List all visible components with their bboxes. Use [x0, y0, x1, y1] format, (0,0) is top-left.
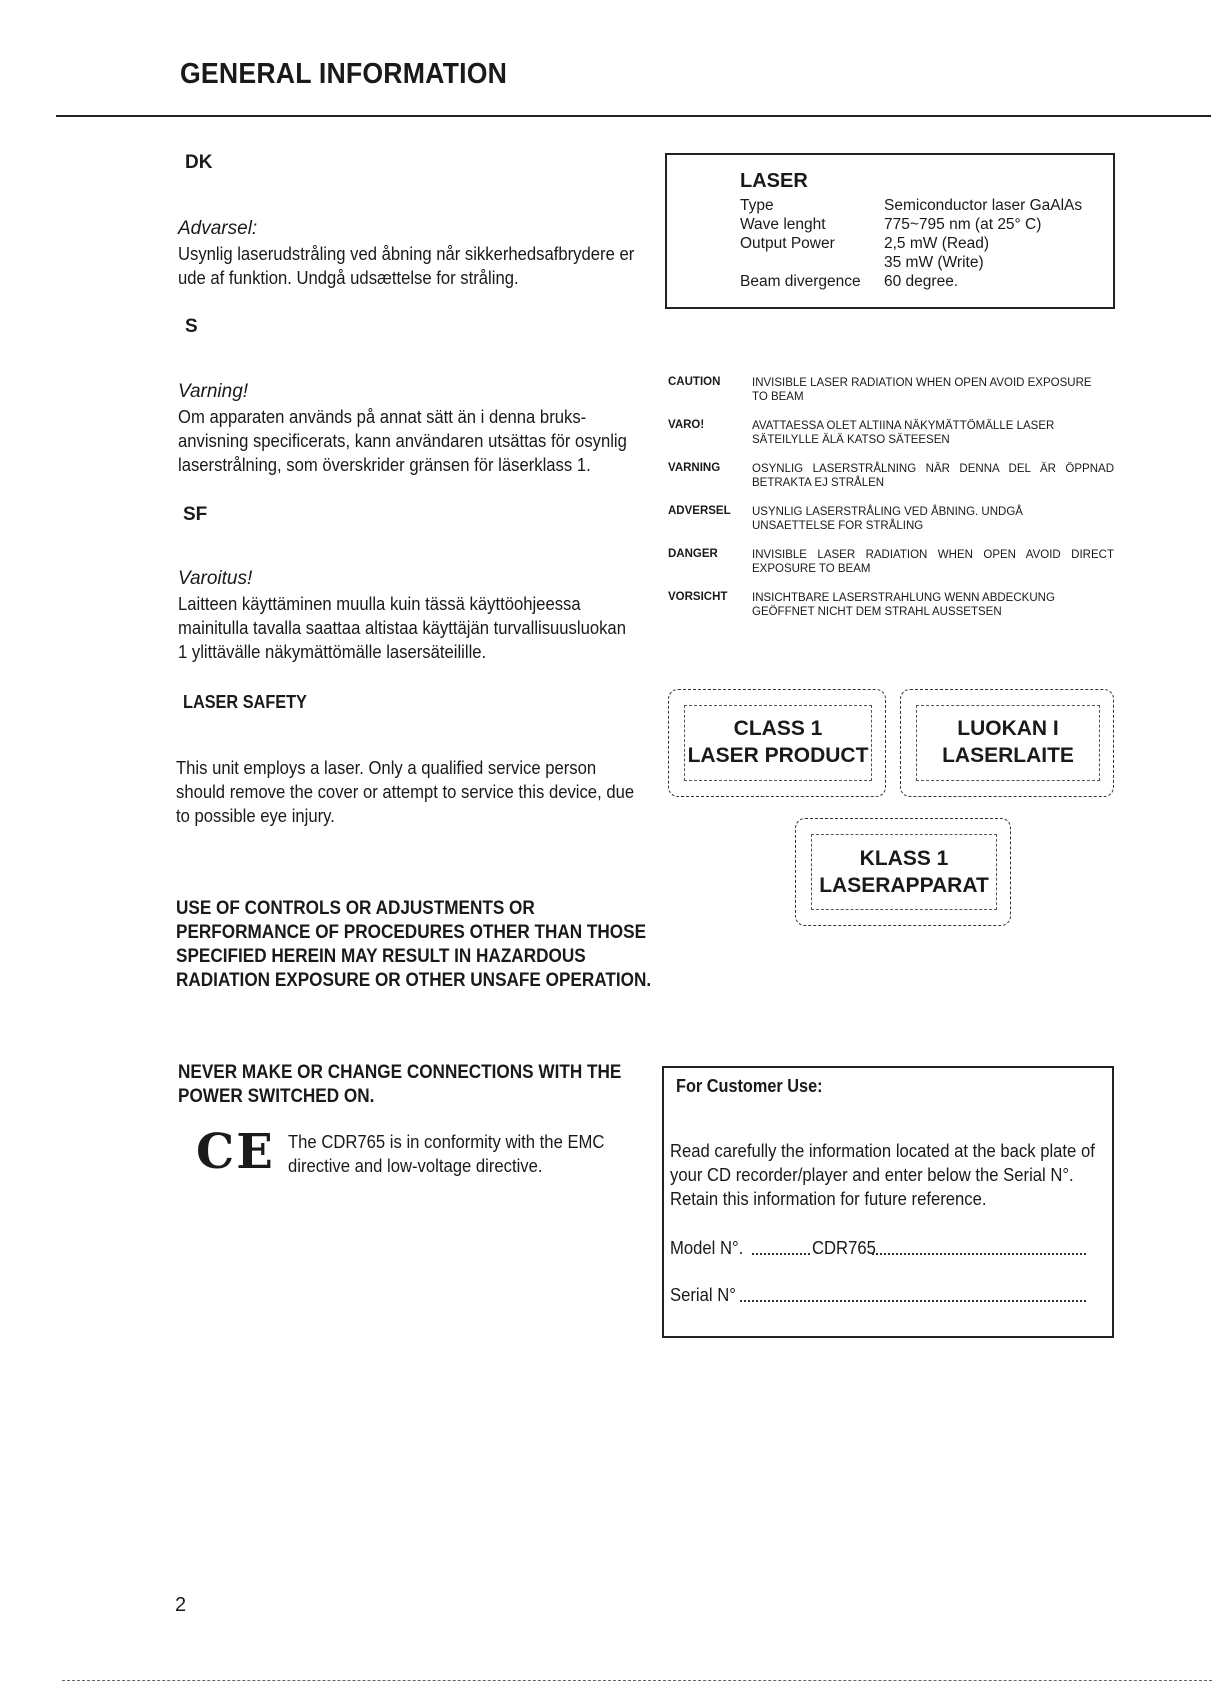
caution-text	[752, 505, 1114, 533]
model-dots	[752, 1253, 810, 1255]
label-line: CLASS 1	[733, 717, 823, 740]
spec-key: Beam divergence	[740, 273, 861, 290]
dk-label: Advarsel:	[178, 218, 258, 239]
bottom-divider	[62, 1680, 1212, 1681]
page-number: 2	[175, 1594, 187, 1616]
sf-label: Varoitus!	[178, 568, 253, 589]
caution-key: DANGER	[668, 548, 718, 560]
text-line: Om apparaten används på annat sätt än i denna bruks-	[178, 406, 587, 427]
ce-text	[288, 1130, 604, 1178]
label-line: LASERAPPARAT	[819, 874, 989, 897]
spec-value: Semiconductor laser GaAlAs	[884, 197, 1083, 214]
caution-text	[752, 376, 1114, 404]
text-line: This unit employs a laser. Only a qualified service person	[176, 757, 597, 778]
dk-text	[178, 242, 634, 290]
spec-key: Output Power	[740, 235, 835, 252]
caution-text	[752, 548, 1114, 576]
text-line: Retain this information for future reference.	[670, 1188, 987, 1209]
caution-text	[752, 591, 1114, 619]
text-line: 1 ylittävälle näkymättömälle lasersäteilille.	[178, 641, 487, 662]
text-line: GEÖFFNET NICHT DEM STRAHL AUSSETSEN	[752, 606, 1002, 618]
text-line: OSYNLIG LASERSTRÅLNING NÄR DENNA DEL ÄR ÖPPNAD	[752, 463, 1114, 475]
spec-key: Type	[740, 197, 774, 214]
text-line: ude af funktion. Undgå udsættelse for stråling.	[178, 267, 519, 288]
text-line: Laitteen käyttäminen muulla kuin tässä käyttöohjeessa	[178, 593, 581, 614]
text-line: Read carefully the information located at the back plate of	[670, 1140, 1095, 1161]
caution-key: VARNING	[668, 462, 721, 474]
laser-safety-text	[176, 756, 634, 828]
spec-value: 775~795 nm (at 25° C)	[884, 216, 1042, 233]
text-line: RADIATION EXPOSURE OR OTHER UNSAFE OPERATION.	[176, 969, 652, 991]
label-line: KLASS 1	[859, 847, 949, 870]
text-line: anvisning specificerats, kann användaren utsättas för osynlig	[178, 430, 627, 451]
text-line: POWER SWITCHED ON.	[178, 1085, 375, 1107]
text-line: NEVER MAKE OR CHANGE CONNECTIONS WITH THE	[178, 1061, 622, 1083]
connections-warning	[178, 1060, 621, 1108]
caution-text	[752, 462, 1114, 490]
caution-key: VORSICHT	[668, 591, 728, 603]
text-line: directive and low-voltage directive.	[288, 1155, 543, 1176]
spec-value: 2,5 mW (Read)	[884, 235, 990, 252]
model-dots	[872, 1253, 1086, 1255]
text-line: BETRAKTA EJ STRÅLEN	[752, 477, 885, 489]
model-label: Model N°.	[670, 1237, 744, 1258]
text-line: USYNLIG LASERSTRÅLING VED ÅBNING. UNDGÅ	[752, 506, 1023, 518]
label-line: LUOKAN I	[957, 717, 1059, 740]
class-label-se-text	[811, 845, 997, 899]
text-line: The CDR765 is in conformity with the EMC	[288, 1131, 605, 1152]
caution-key: ADVERSEL	[668, 505, 731, 517]
text-line: to possible eye injury.	[176, 805, 335, 826]
s-text	[178, 405, 627, 477]
s-code: S	[185, 316, 198, 337]
text-line: laserstrålning, som överskrider gränsen för läserklass 1.	[178, 454, 591, 475]
text-line: SPECIFIED HEREIN MAY RESULT IN HAZARDOUS	[176, 945, 586, 967]
caution-text	[752, 419, 1114, 447]
sf-text	[178, 592, 626, 664]
class-label-fi-text	[916, 715, 1100, 769]
spec-key: Wave lenght	[740, 216, 826, 233]
sf-code: SF	[183, 504, 208, 525]
text-line: should remove the cover or attempt to service this device, due	[176, 781, 635, 802]
text-line: USE OF CONTROLS OR ADJUSTMENTS OR	[176, 897, 535, 919]
label-line: LASER PRODUCT	[687, 744, 869, 767]
spec-value: 35 mW (Write)	[884, 254, 984, 271]
customer-text	[670, 1139, 1095, 1211]
serial-label: Serial N°	[670, 1284, 736, 1305]
serial-field	[740, 1300, 1086, 1302]
header-divider	[56, 115, 1211, 117]
text-line: AVATTAESSA OLET ALTIINA NÄKYMÄTTÖMÄLLE LASER	[752, 420, 1055, 432]
text-line: INVISIBLE LASER RADIATION WHEN OPEN AVOID EXPOSURE	[752, 377, 1092, 389]
page-title: GENERAL INFORMATION	[180, 58, 508, 90]
text-line: PERFORMANCE OF PROCEDURES OTHER THAN THOSE	[176, 921, 647, 943]
text-line: mainitulla tavalla saattaa altistaa käyttäjän turvallisuusluokan	[178, 617, 626, 638]
model-value: CDR765	[812, 1237, 876, 1258]
text-line: TO BEAM	[752, 391, 804, 403]
text-line: Usynlig laserudstråling ved åbning når sikkerhedsafbrydere er	[178, 243, 635, 264]
ce-mark-icon: CE	[196, 1124, 275, 1180]
class-label-en-text	[684, 715, 872, 769]
text-line: EXPOSURE TO BEAM	[752, 563, 871, 575]
label-line: LASERLAITE	[942, 744, 1074, 767]
text-line: SÄTEILYLLE ÄLÄ KATSO SÄTEESEN	[752, 434, 950, 446]
text-line: UNSAETTELSE FOR STRÅLING	[752, 520, 924, 532]
text-line: your CD recorder/player and enter below the Serial N°.	[670, 1164, 1074, 1185]
s-label: Varning!	[178, 381, 249, 402]
dk-code: DK	[185, 152, 213, 173]
controls-warning	[176, 896, 651, 992]
laser-spec-title: LASER	[740, 170, 808, 192]
spec-value: 60 degree.	[884, 273, 959, 290]
laser-safety-heading: LASER SAFETY	[183, 691, 307, 712]
caution-key: VARO!	[668, 419, 705, 431]
customer-heading: For Customer Use:	[676, 1075, 823, 1096]
text-line: INVISIBLE LASER RADIATION WHEN OPEN AVOID DIRECT	[752, 549, 1114, 561]
text-line: INSICHTBARE LASERSTRAHLUNG WENN ABDECKUNG	[752, 592, 1055, 604]
caution-key: CAUTION	[668, 376, 721, 388]
